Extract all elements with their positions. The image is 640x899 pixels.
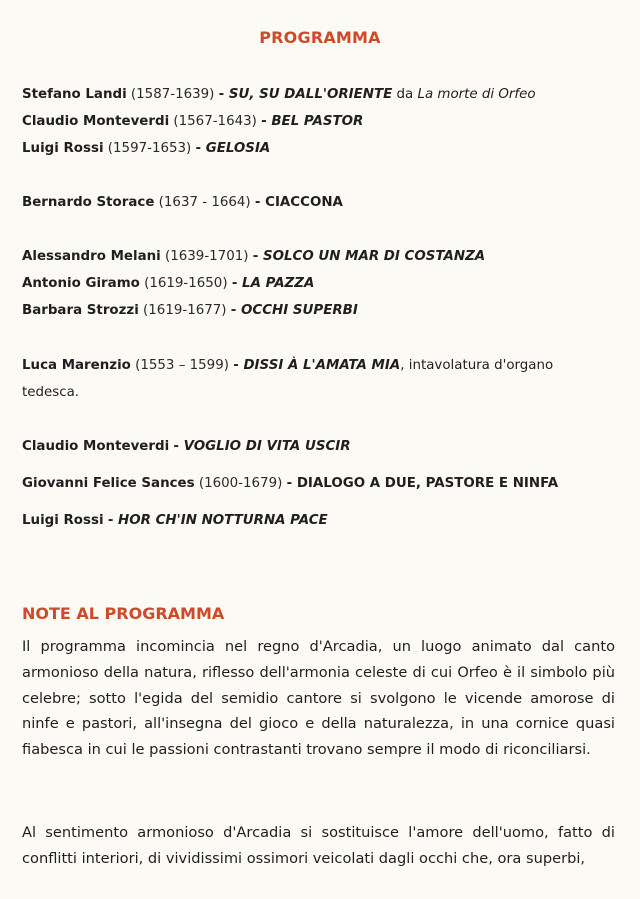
- program-entry: [22, 275, 314, 293]
- note-section-title: NOTE AL PROGRAMMA: [22, 604, 225, 623]
- composer-name: Claudio Monteverdi: [22, 439, 170, 454]
- composer-dates: (1600-1679): [194, 476, 287, 491]
- program-entry: [22, 512, 328, 530]
- work-source: La morte di Orfeo: [417, 87, 536, 102]
- separator: -: [261, 114, 272, 129]
- entry-connector: , intavolatura d'organo: [400, 358, 554, 373]
- composer-dates: (1567-1643): [169, 114, 262, 129]
- composer-name: Alessandro Melani: [22, 249, 161, 264]
- work-title: OCCHI SUPERBI: [240, 303, 358, 318]
- program-entry: [22, 113, 363, 131]
- continuation-text: tedesca.: [22, 385, 80, 400]
- composer-dates: (1597-1653): [103, 141, 196, 156]
- work-title: SOLCO UN MAR DI COSTANZA: [262, 249, 486, 264]
- separator: -: [173, 439, 184, 454]
- program-entry: [22, 438, 351, 456]
- program-entry: [22, 475, 558, 493]
- separator: -: [233, 358, 244, 373]
- separator: -: [231, 276, 243, 291]
- entry-connector: da: [392, 87, 418, 102]
- composer-name: Giovanni Felice Sances: [22, 476, 195, 491]
- separator: -: [218, 87, 229, 102]
- composer-name: Claudio Monteverdi: [22, 114, 170, 129]
- composer-dates: (1619-1650): [139, 276, 232, 291]
- program-entry: [22, 140, 270, 158]
- separator: -: [252, 249, 263, 264]
- work-title: SU, SU DALL'ORIENTE: [228, 87, 393, 102]
- program-entry: [22, 194, 343, 212]
- composer-name: Luca Marenzio: [22, 358, 131, 373]
- composer-name: Luigi Rossi: [22, 141, 104, 156]
- separator: -: [286, 476, 297, 491]
- work-title: VOGLIO DI VITA USCIR: [183, 439, 351, 454]
- composer-dates: (1553 – 1599): [130, 358, 234, 373]
- program-entry: [22, 248, 485, 266]
- composer-name: Luigi Rossi: [22, 513, 104, 528]
- composer-name: Stefano Landi: [22, 87, 127, 102]
- program-entry-continuation: [22, 384, 79, 402]
- composer-name: Antonio Giramo: [22, 276, 140, 291]
- separator: -: [254, 195, 266, 210]
- work-title: BEL PASTOR: [271, 114, 364, 129]
- work-title: CIACCONA: [265, 195, 343, 210]
- note-paragraph: Al sentimento armonioso d'Arcadia si sostituisce l'amore dell'uomo, fatto di conflitti interiori, di vividissimi ossimori veicolati dagli occhi che, ora superbi,: [22, 824, 615, 867]
- composer-name: Bernardo Storace: [22, 195, 155, 210]
- note-paragraph: Il programma incomincia nel regno d'Arcadia, un luogo animato dal canto armonioso della natura, riflesso dell'armonia celeste di cui Orfeo è il simbolo più celebre; sotto l'egida del semidio cantore si svolgono le vicende amorose di ninfe e pastori, all'insegna del gioco e della naturalezza, in una cornice quasi fiabesca in cui le passioni contrastanti trovano sempre il modo di riconciliarsi.: [22, 638, 615, 759]
- composer-dates: (1639-1701): [160, 249, 253, 264]
- separator: -: [195, 141, 206, 156]
- program-entry: [22, 302, 358, 320]
- work-title: LA PAZZA: [242, 276, 315, 291]
- separator: -: [230, 303, 241, 318]
- separator: -: [107, 513, 119, 528]
- composer-dates: (1619-1677): [138, 303, 231, 318]
- program-entry: [22, 86, 536, 104]
- work-title: DISSI À L'AMATA MIA: [243, 358, 401, 373]
- composer-name: Barbara Strozzi: [22, 303, 139, 318]
- programma-title: PROGRAMMA: [259, 28, 381, 47]
- composer-dates: (1637 - 1664): [154, 195, 255, 210]
- work-title: DIALOGO A DUE, PASTORE E NINFA: [296, 476, 559, 491]
- work-title: GELOSIA: [205, 141, 271, 156]
- composer-dates: (1587-1639): [126, 87, 219, 102]
- program-entry: [22, 357, 553, 375]
- work-title: HOR CH'IN NOTTURNA PACE: [118, 513, 328, 528]
